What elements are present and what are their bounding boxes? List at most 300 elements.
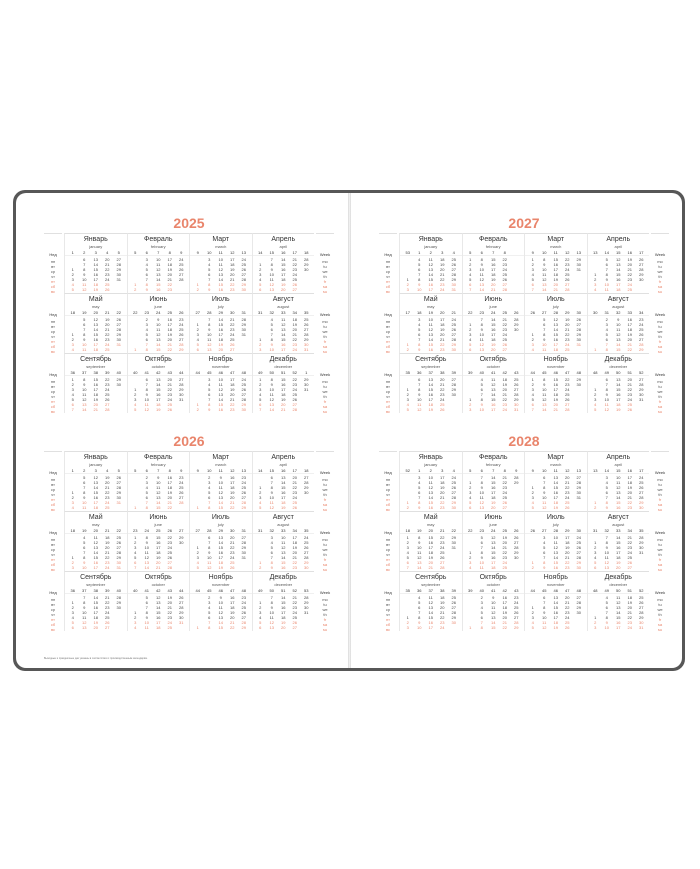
day-cell: 13 bbox=[156, 495, 161, 500]
day-cell: 7 bbox=[480, 392, 483, 397]
month-name: Октябрь bbox=[479, 356, 507, 363]
day-cell: 29 bbox=[451, 342, 456, 347]
day-cell: 9 bbox=[543, 610, 546, 615]
weekday-label: вт bbox=[386, 542, 390, 547]
day-cell: 1 bbox=[196, 282, 199, 287]
day-cell: 13 bbox=[553, 322, 558, 327]
day-cell: 28 bbox=[179, 500, 184, 505]
day-cell: 27 bbox=[241, 615, 246, 620]
day-cell: 25 bbox=[627, 555, 632, 560]
day-cell: 15 bbox=[553, 377, 558, 382]
day-cell: 6 bbox=[83, 322, 86, 327]
day-cell: 4 bbox=[543, 540, 546, 545]
day-cell: 7 bbox=[270, 332, 273, 337]
day-cell: 5 bbox=[418, 485, 421, 490]
day-cell: 12 bbox=[479, 277, 484, 282]
day-cell: 30 bbox=[116, 382, 121, 387]
day-cell: 28 bbox=[576, 327, 581, 332]
day-cell: 9 bbox=[605, 545, 608, 550]
day-cell: 30 bbox=[116, 495, 121, 500]
year-title: 2025 bbox=[173, 215, 205, 231]
day-cell: 27 bbox=[241, 392, 246, 397]
day-cell: 27 bbox=[627, 565, 632, 570]
weekday-label: sa bbox=[657, 562, 663, 567]
day-cell: 28 bbox=[241, 540, 246, 545]
day-cell: 5 bbox=[531, 505, 534, 510]
day-cell: 16 bbox=[616, 277, 621, 282]
day-cell: 23 bbox=[440, 347, 445, 352]
day-cell: 25 bbox=[565, 500, 570, 505]
day-cell: 29 bbox=[241, 505, 246, 510]
day-cell: 23 bbox=[565, 490, 570, 495]
day-cell: 16 bbox=[553, 382, 558, 387]
week-numbers bbox=[588, 250, 650, 256]
day-cell: 5 bbox=[71, 397, 74, 402]
week-number: 25 bbox=[156, 528, 161, 533]
day-cell: 16 bbox=[156, 615, 161, 620]
day-cell: 1 bbox=[531, 485, 534, 490]
day-cell: 20 bbox=[281, 625, 286, 630]
day-grid bbox=[253, 377, 315, 412]
weekday-label: sa bbox=[322, 344, 328, 349]
day-cell: 10 bbox=[479, 490, 484, 495]
week-number: 12 bbox=[565, 468, 570, 473]
weekday-label: пн bbox=[50, 597, 56, 602]
week-numbers bbox=[128, 528, 190, 534]
day-cell: 23 bbox=[627, 277, 632, 282]
day-cell: 16 bbox=[553, 490, 558, 495]
week-number: 29 bbox=[565, 528, 570, 533]
weekday-label: чт bbox=[386, 612, 390, 617]
day-cell: 30 bbox=[639, 505, 644, 510]
day-cell: 18 bbox=[553, 500, 558, 505]
week-number: 53 bbox=[304, 588, 309, 593]
day-cell: 31 bbox=[576, 495, 581, 500]
day-cell: 29 bbox=[576, 257, 581, 262]
day-cell: 18 bbox=[156, 402, 161, 407]
day-cell: 31 bbox=[241, 332, 246, 337]
day-cell: 27 bbox=[576, 595, 581, 600]
day-cell: 5 bbox=[71, 620, 74, 625]
day-cell: 20 bbox=[230, 495, 235, 500]
day-cell: 16 bbox=[616, 392, 621, 397]
day-cell: 6 bbox=[83, 545, 86, 550]
day-cell: 14 bbox=[491, 317, 496, 322]
weekday-label: su bbox=[657, 409, 663, 414]
day-cell: 24 bbox=[440, 397, 445, 402]
day-cell: 6 bbox=[418, 377, 421, 382]
week-header-label: Нед bbox=[49, 530, 57, 535]
day-cell: 27 bbox=[565, 402, 570, 407]
day-cell: 11 bbox=[479, 565, 484, 570]
day-cell: 1 bbox=[469, 397, 472, 402]
day-cell: 12 bbox=[156, 267, 161, 272]
day-cell: 17 bbox=[281, 610, 286, 615]
day-cell: 10 bbox=[82, 277, 87, 282]
day-cell: 9 bbox=[480, 402, 483, 407]
weekday-label: пт bbox=[51, 279, 55, 284]
day-cell: 16 bbox=[502, 595, 507, 600]
day-cell: 11 bbox=[93, 535, 98, 540]
day-cell: 7 bbox=[145, 342, 148, 347]
day-cell: 23 bbox=[565, 610, 570, 615]
week-number: 16 bbox=[627, 468, 632, 473]
day-cell: 11 bbox=[269, 615, 274, 620]
day-grid bbox=[400, 317, 462, 352]
day-cell: 23 bbox=[167, 287, 172, 292]
day-cell: 1 bbox=[134, 610, 137, 615]
month-may bbox=[64, 511, 127, 571]
week-number: 16 bbox=[627, 250, 632, 255]
day-cell: 10 bbox=[542, 387, 547, 392]
day-cell: 26 bbox=[105, 397, 110, 402]
month-october bbox=[127, 353, 190, 413]
day-cell: 2 bbox=[134, 540, 137, 545]
weekday-label: пт bbox=[51, 497, 55, 502]
day-cell: 7 bbox=[208, 317, 211, 322]
weekday-label: сб bbox=[50, 404, 56, 409]
day-cell: 29 bbox=[116, 490, 121, 495]
week-number: 22 bbox=[451, 528, 456, 533]
month-september bbox=[64, 571, 127, 631]
day-cell: 7 bbox=[469, 287, 472, 292]
week-number: 39 bbox=[105, 370, 110, 375]
week-number: 6 bbox=[145, 250, 148, 255]
day-cell: 14 bbox=[93, 485, 98, 490]
day-cell: 7 bbox=[145, 605, 148, 610]
month-name: Май bbox=[423, 296, 438, 303]
day-cell: 4 bbox=[270, 540, 273, 545]
day-cell: 8 bbox=[605, 615, 608, 620]
week-number: 18 bbox=[405, 528, 410, 533]
week-number: 19 bbox=[417, 528, 422, 533]
month-march bbox=[189, 451, 252, 511]
weekday-label: fr bbox=[658, 617, 662, 622]
month-name-en: march bbox=[215, 244, 227, 249]
week-numbers bbox=[525, 370, 587, 376]
day-cell: 23 bbox=[440, 505, 445, 510]
day-cell: 12 bbox=[269, 620, 274, 625]
day-cell: 17 bbox=[93, 342, 98, 347]
day-cell: 11 bbox=[82, 392, 87, 397]
day-cell: 15 bbox=[428, 535, 433, 540]
day-cell: 23 bbox=[565, 565, 570, 570]
day-cell: 30 bbox=[241, 550, 246, 555]
day-cell: 7 bbox=[83, 262, 86, 267]
week-number: 29 bbox=[218, 528, 223, 533]
week-number: 5 bbox=[134, 250, 137, 255]
day-cell: 20 bbox=[156, 560, 161, 565]
week-number: 43 bbox=[167, 588, 172, 593]
week-numbers bbox=[525, 528, 587, 534]
weekday-label: ср bbox=[50, 487, 56, 492]
day-cell: 27 bbox=[502, 282, 507, 287]
day-cell: 8 bbox=[480, 397, 483, 402]
day-cell: 13 bbox=[144, 560, 149, 565]
day-cell: 11 bbox=[417, 402, 422, 407]
day-cell: 10 bbox=[281, 535, 286, 540]
day-cell: 25 bbox=[576, 540, 581, 545]
week-number: 1 bbox=[71, 250, 74, 255]
day-cell: 25 bbox=[451, 480, 456, 485]
week-number: 13 bbox=[593, 468, 598, 473]
day-cell bbox=[573, 407, 585, 412]
week-header-label: Нед bbox=[384, 590, 392, 595]
month-november bbox=[524, 571, 587, 631]
week-number: 24 bbox=[491, 310, 496, 315]
day-cell: 15 bbox=[218, 625, 223, 630]
day-cell: 14 bbox=[616, 535, 621, 540]
weekday-label: su bbox=[657, 289, 663, 294]
weekday-label: пн bbox=[385, 597, 391, 602]
day-cell: 4 bbox=[134, 625, 137, 630]
day-cell: 14 bbox=[491, 620, 496, 625]
week-number: 32 bbox=[616, 310, 621, 315]
day-cell: 19 bbox=[553, 505, 558, 510]
weekday-column-right bbox=[651, 451, 669, 632]
day-cell: 25 bbox=[105, 615, 110, 620]
day-cell: 1 bbox=[196, 505, 199, 510]
day-cell: 20 bbox=[616, 565, 621, 570]
day-cell: 29 bbox=[576, 485, 581, 490]
day-cell: 1 bbox=[134, 535, 137, 540]
day-cell: 29 bbox=[451, 615, 456, 620]
day-cell: 21 bbox=[105, 262, 110, 267]
day-cell: 14 bbox=[428, 337, 433, 342]
day-cell: 3 bbox=[480, 600, 483, 605]
day-cell: 11 bbox=[428, 257, 433, 262]
day-cell: 30 bbox=[116, 272, 121, 277]
day-cell: 20 bbox=[105, 480, 110, 485]
day-cell: 6 bbox=[270, 327, 273, 332]
day-cell: 27 bbox=[179, 337, 184, 342]
day-cell: 21 bbox=[167, 342, 172, 347]
day-cell: 23 bbox=[105, 272, 110, 277]
day-grid bbox=[190, 317, 252, 352]
day-cell: 12 bbox=[616, 257, 621, 262]
day-grid bbox=[190, 377, 252, 412]
day-cell: 28 bbox=[116, 550, 121, 555]
day-cell: 24 bbox=[292, 610, 297, 615]
week-number: 1 bbox=[418, 250, 421, 255]
day-cell: 10 bbox=[144, 545, 149, 550]
day-cell: 16 bbox=[167, 475, 172, 480]
day-cell: 2 bbox=[531, 490, 534, 495]
footnote: Выходные и праздничные дни указаны в соответствии с производственным календарём. bbox=[44, 657, 148, 660]
week-number: 36 bbox=[417, 370, 422, 375]
day-cell: 22 bbox=[440, 500, 445, 505]
day-cell: 3 bbox=[71, 500, 74, 505]
day-cell: 8 bbox=[145, 505, 148, 510]
day-cell: 15 bbox=[616, 347, 621, 352]
day-cell: 21 bbox=[627, 535, 632, 540]
week-number: 1 bbox=[305, 370, 308, 375]
day-cell: 9 bbox=[543, 490, 546, 495]
day-cell: 14 bbox=[491, 545, 496, 550]
week-header-label: Week bbox=[319, 252, 331, 257]
weekday-label: sa bbox=[322, 622, 328, 627]
day-cell: 26 bbox=[451, 262, 456, 267]
day-cell: 24 bbox=[105, 342, 110, 347]
day-cell: 30 bbox=[179, 615, 184, 620]
day-cell: 1 bbox=[196, 402, 199, 407]
day-cell: 8 bbox=[208, 402, 211, 407]
week-numbers bbox=[128, 250, 190, 256]
day-cell: 14 bbox=[218, 620, 223, 625]
week-number: 51 bbox=[281, 370, 286, 375]
day-cell: 19 bbox=[281, 505, 286, 510]
day-cell: 26 bbox=[451, 327, 456, 332]
day-cell: 22 bbox=[292, 337, 297, 342]
day-cell: 14 bbox=[616, 610, 621, 615]
day-cell: 13 bbox=[269, 287, 274, 292]
day-cell: 15 bbox=[281, 560, 286, 565]
month-name-en: november bbox=[211, 582, 230, 587]
day-cell: 30 bbox=[304, 565, 309, 570]
day-cell: 15 bbox=[156, 505, 161, 510]
weekday-label: чт bbox=[51, 334, 55, 339]
day-cell: 18 bbox=[502, 605, 507, 610]
day-cell: 14 bbox=[428, 382, 433, 387]
day-cell: 24 bbox=[502, 490, 507, 495]
day-cell: 28 bbox=[304, 595, 309, 600]
day-cell: 20 bbox=[230, 535, 235, 540]
day-cell: 19 bbox=[553, 625, 558, 630]
day-grid bbox=[65, 257, 127, 292]
day-cell: 10 bbox=[479, 267, 484, 272]
day-cell: 25 bbox=[565, 272, 570, 277]
day-cell: 5 bbox=[83, 475, 86, 480]
week-number: 31 bbox=[258, 528, 263, 533]
weekday-label: th bbox=[323, 612, 327, 617]
month-name-en: may bbox=[91, 522, 100, 527]
week-number: 33 bbox=[627, 310, 632, 315]
week-number: 2 bbox=[429, 468, 432, 473]
day-cell: 15 bbox=[553, 560, 558, 565]
day-cell: 25 bbox=[292, 615, 297, 620]
day-cell: 25 bbox=[440, 402, 445, 407]
day-cell: 17 bbox=[93, 387, 98, 392]
weekday-label: mo bbox=[322, 319, 328, 324]
day-cell: 5 bbox=[259, 282, 262, 287]
weekday-label: fr bbox=[658, 497, 662, 502]
week-number: 46 bbox=[218, 370, 223, 375]
day-cell: 12 bbox=[218, 387, 223, 392]
week-number: 8 bbox=[503, 468, 506, 473]
day-cell: 15 bbox=[281, 485, 286, 490]
day-cell: 11 bbox=[156, 327, 161, 332]
week-header-label: Нед bbox=[384, 530, 392, 535]
day-cell: 30 bbox=[116, 337, 121, 342]
month-name-en: april bbox=[279, 244, 288, 249]
week-number: 31 bbox=[241, 310, 246, 315]
day-cell: 16 bbox=[218, 327, 223, 332]
day-cell: 26 bbox=[639, 332, 644, 337]
day-cell: 27 bbox=[292, 402, 297, 407]
weekday-label: вт bbox=[386, 384, 390, 389]
day-cell: 1 bbox=[594, 387, 597, 392]
day-cell: 11 bbox=[82, 347, 87, 352]
day-cell: 27 bbox=[304, 550, 309, 555]
weekday-label: fr bbox=[323, 399, 327, 404]
day-cell: 11 bbox=[428, 595, 433, 600]
day-cell: 24 bbox=[241, 257, 246, 262]
day-grid bbox=[400, 535, 462, 570]
day-cell: 9 bbox=[270, 267, 273, 272]
month-name: Октябрь bbox=[479, 574, 507, 581]
day-cell: 20 bbox=[627, 262, 632, 267]
day-cell: 10 bbox=[417, 545, 422, 550]
day-cell: 16 bbox=[156, 287, 161, 292]
day-cell: 29 bbox=[304, 377, 309, 382]
day-cell: 27 bbox=[565, 282, 570, 287]
day-cell: 14 bbox=[156, 382, 161, 387]
day-cell: 17 bbox=[553, 267, 558, 272]
day-cell: 8 bbox=[543, 485, 546, 490]
day-cell: 21 bbox=[502, 620, 507, 625]
day-cell: 27 bbox=[179, 272, 184, 277]
day-cell: 30 bbox=[639, 620, 644, 625]
weekday-label: mo bbox=[657, 597, 663, 602]
day-cell bbox=[573, 625, 585, 630]
weekday-label: пт bbox=[386, 339, 390, 344]
day-cell: 9 bbox=[145, 540, 148, 545]
day-cell: 10 bbox=[218, 600, 223, 605]
weekday-label: th bbox=[658, 394, 662, 399]
day-cell: 27 bbox=[440, 560, 445, 565]
day-cell: 29 bbox=[241, 545, 246, 550]
day-cell: 28 bbox=[576, 555, 581, 560]
day-cell: 19 bbox=[230, 267, 235, 272]
day-cell: 13 bbox=[218, 615, 223, 620]
day-grid bbox=[128, 377, 190, 412]
day-cell: 25 bbox=[241, 605, 246, 610]
week-number: 5 bbox=[469, 250, 472, 255]
day-cell: 14 bbox=[542, 287, 547, 292]
day-cell: 25 bbox=[451, 595, 456, 600]
day-cell: 5 bbox=[196, 342, 199, 347]
day-cell: 16 bbox=[627, 317, 632, 322]
day-cell: 21 bbox=[440, 382, 445, 387]
day-cell: 23 bbox=[105, 605, 110, 610]
day-cell: 7 bbox=[418, 337, 421, 342]
day-cell: 4 bbox=[406, 402, 409, 407]
week-number: 52 bbox=[639, 588, 644, 593]
day-cell: 23 bbox=[292, 490, 297, 495]
day-cell: 26 bbox=[514, 382, 519, 387]
day-cell: 29 bbox=[514, 397, 519, 402]
weekday-label: sa bbox=[657, 344, 663, 349]
day-cell: 15 bbox=[428, 277, 433, 282]
day-cell: 8 bbox=[145, 387, 148, 392]
day-cell: 8 bbox=[145, 282, 148, 287]
week-number: 40 bbox=[133, 370, 138, 375]
day-cell: 15 bbox=[553, 257, 558, 262]
day-cell: 13 bbox=[553, 595, 558, 600]
week-header-label: Нед bbox=[49, 372, 57, 377]
day-cell: 31 bbox=[179, 397, 184, 402]
day-cell: 30 bbox=[116, 560, 121, 565]
weekday-label: чт bbox=[386, 274, 390, 279]
day-cell: 24 bbox=[105, 500, 110, 505]
day-cell: 23 bbox=[179, 317, 184, 322]
week-number: 49 bbox=[258, 588, 263, 593]
day-cell: 13 bbox=[93, 322, 98, 327]
week-number: 6 bbox=[145, 468, 148, 473]
day-cell: 29 bbox=[576, 377, 581, 382]
day-grid bbox=[588, 595, 650, 630]
week-number: 8 bbox=[168, 250, 171, 255]
